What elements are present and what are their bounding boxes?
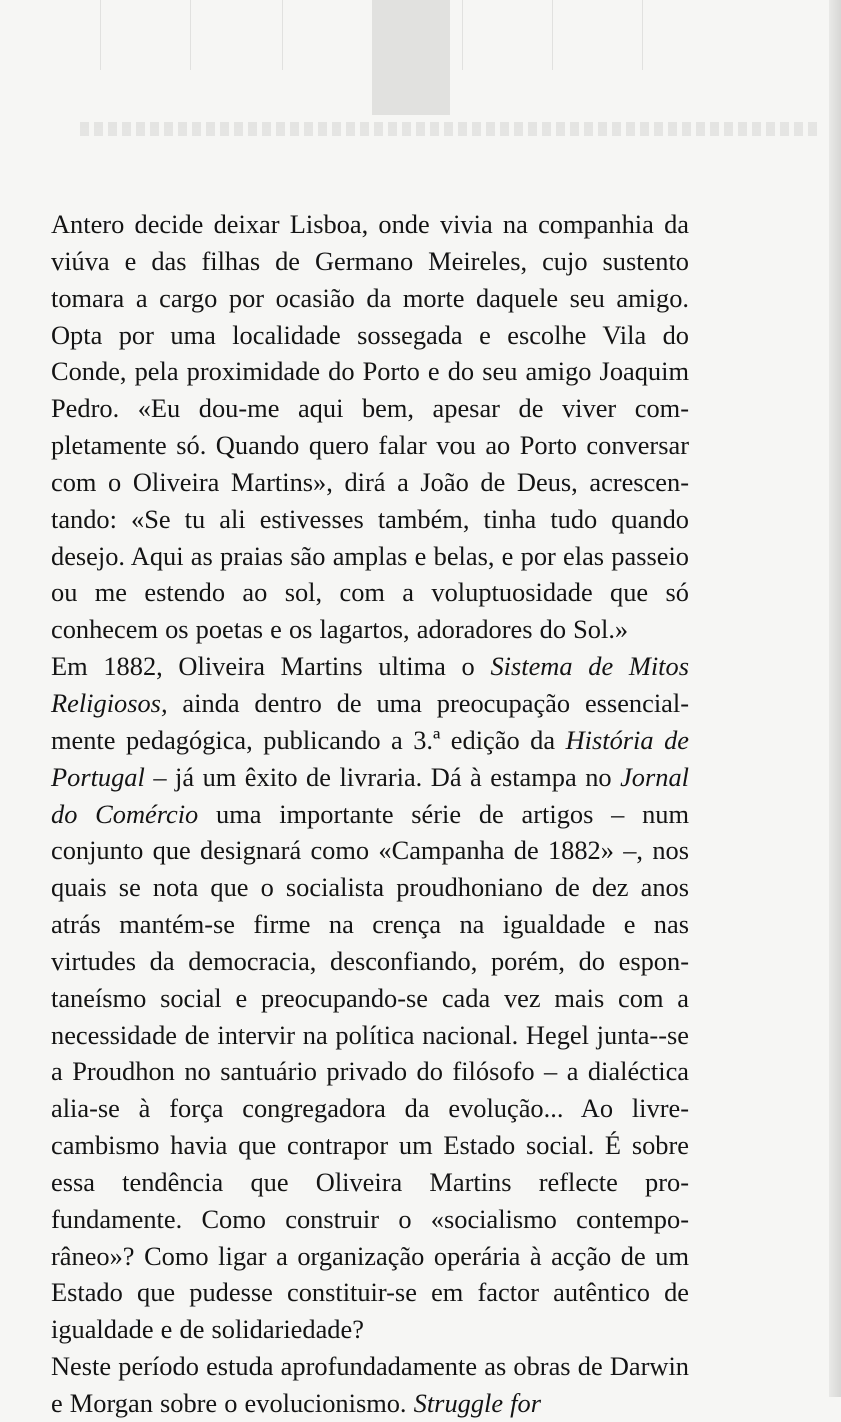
- text-run: – já um êxito de livraria. Dá à estampa no: [144, 761, 621, 792]
- bleed-column-line: [190, 0, 191, 70]
- italic-text: Jornal do Comércio: [51, 761, 689, 829]
- paragraph: [51, 206, 689, 648]
- paragraph: [51, 648, 689, 1348]
- paragraph: [51, 1348, 689, 1422]
- text-run: Em 1882, Oliveira Martins ultima o: [51, 651, 491, 682]
- text-run: Antero decide deixar Lisboa, onde vivia na companhia da viúva e das filhas de Germano Meireles, cujo sustento tomara a cargo por ocasião da morte daquele seu amigo. Opta por uma localidade sossegada e escolhe Vila do Conde, pela proximidade do Porto e do seu amigo Joaquim Pedro. «Eu dou-me aqui bem, apesar de viver completamente só. Quando quero falar vou ao Porto conversar com o Oliveira Martins», dirá a João de Deus, acrescentando: «Se tu ali estivesses também, tinha tudo quando desejo. Aqui as praias são amplas e belas, e por elas passeio ou me estendo ao sol, com a voluptuosidade que só conhecem os poetas e os lagartos, adoradores do Sol.»: [51, 209, 689, 645]
- bleed-shaded-cell: [372, 0, 450, 115]
- italic-text: Sistema de Mitos Religiosos,: [51, 651, 689, 718]
- bleed-header-strip: [80, 122, 820, 136]
- bleed-column-line: [282, 0, 283, 70]
- italic-text: Struggle for: [413, 1388, 541, 1418]
- text-run: uma importante série de artigos – num conjunto que designará como «Campanha de 1882» –, nos quais se nota que o socialista proudhoniano de dez anos atrás mantém-se firme na crença na igualdade e nas virtudes da democracia, desconfiando, porém, do espontaneísmo social e preocupando-se cada vez mais com a necessidade de intervir na política nacional. Hegel junta--se a Proudhon no santuário privado do filósofo – a dialéctica alia-se à força congregadora da evolução... Ao livre-cambismo havia que contrapor um Estado social. É sobre essa tendência que Oliveira Martins reflecte profundamente. Como construir o «socialismo contemporâneo»? Como ligar a organização operária à acção de um Estado que pudesse constituir-se em factor autêntico de igualdade e de solidariedade?: [51, 798, 689, 1345]
- text-run: ainda dentro de uma preocupação essencialmente pedagógica, publicando a 3.ª edição da: [51, 687, 689, 755]
- body-text: [51, 206, 689, 1422]
- italic-text: História de Portugal: [51, 724, 689, 792]
- bleed-column-line: [642, 0, 643, 70]
- page-edge: [829, 0, 841, 1397]
- bleed-column-line: [100, 0, 101, 70]
- bleed-column-line: [552, 0, 553, 70]
- reverse-side-bleed-through: [50, 0, 830, 160]
- bleed-column-line: [462, 0, 463, 70]
- text-run: Neste período estuda aprofundadamente as obras de Darwin e Morgan sobre o evolucionismo.: [51, 1351, 689, 1418]
